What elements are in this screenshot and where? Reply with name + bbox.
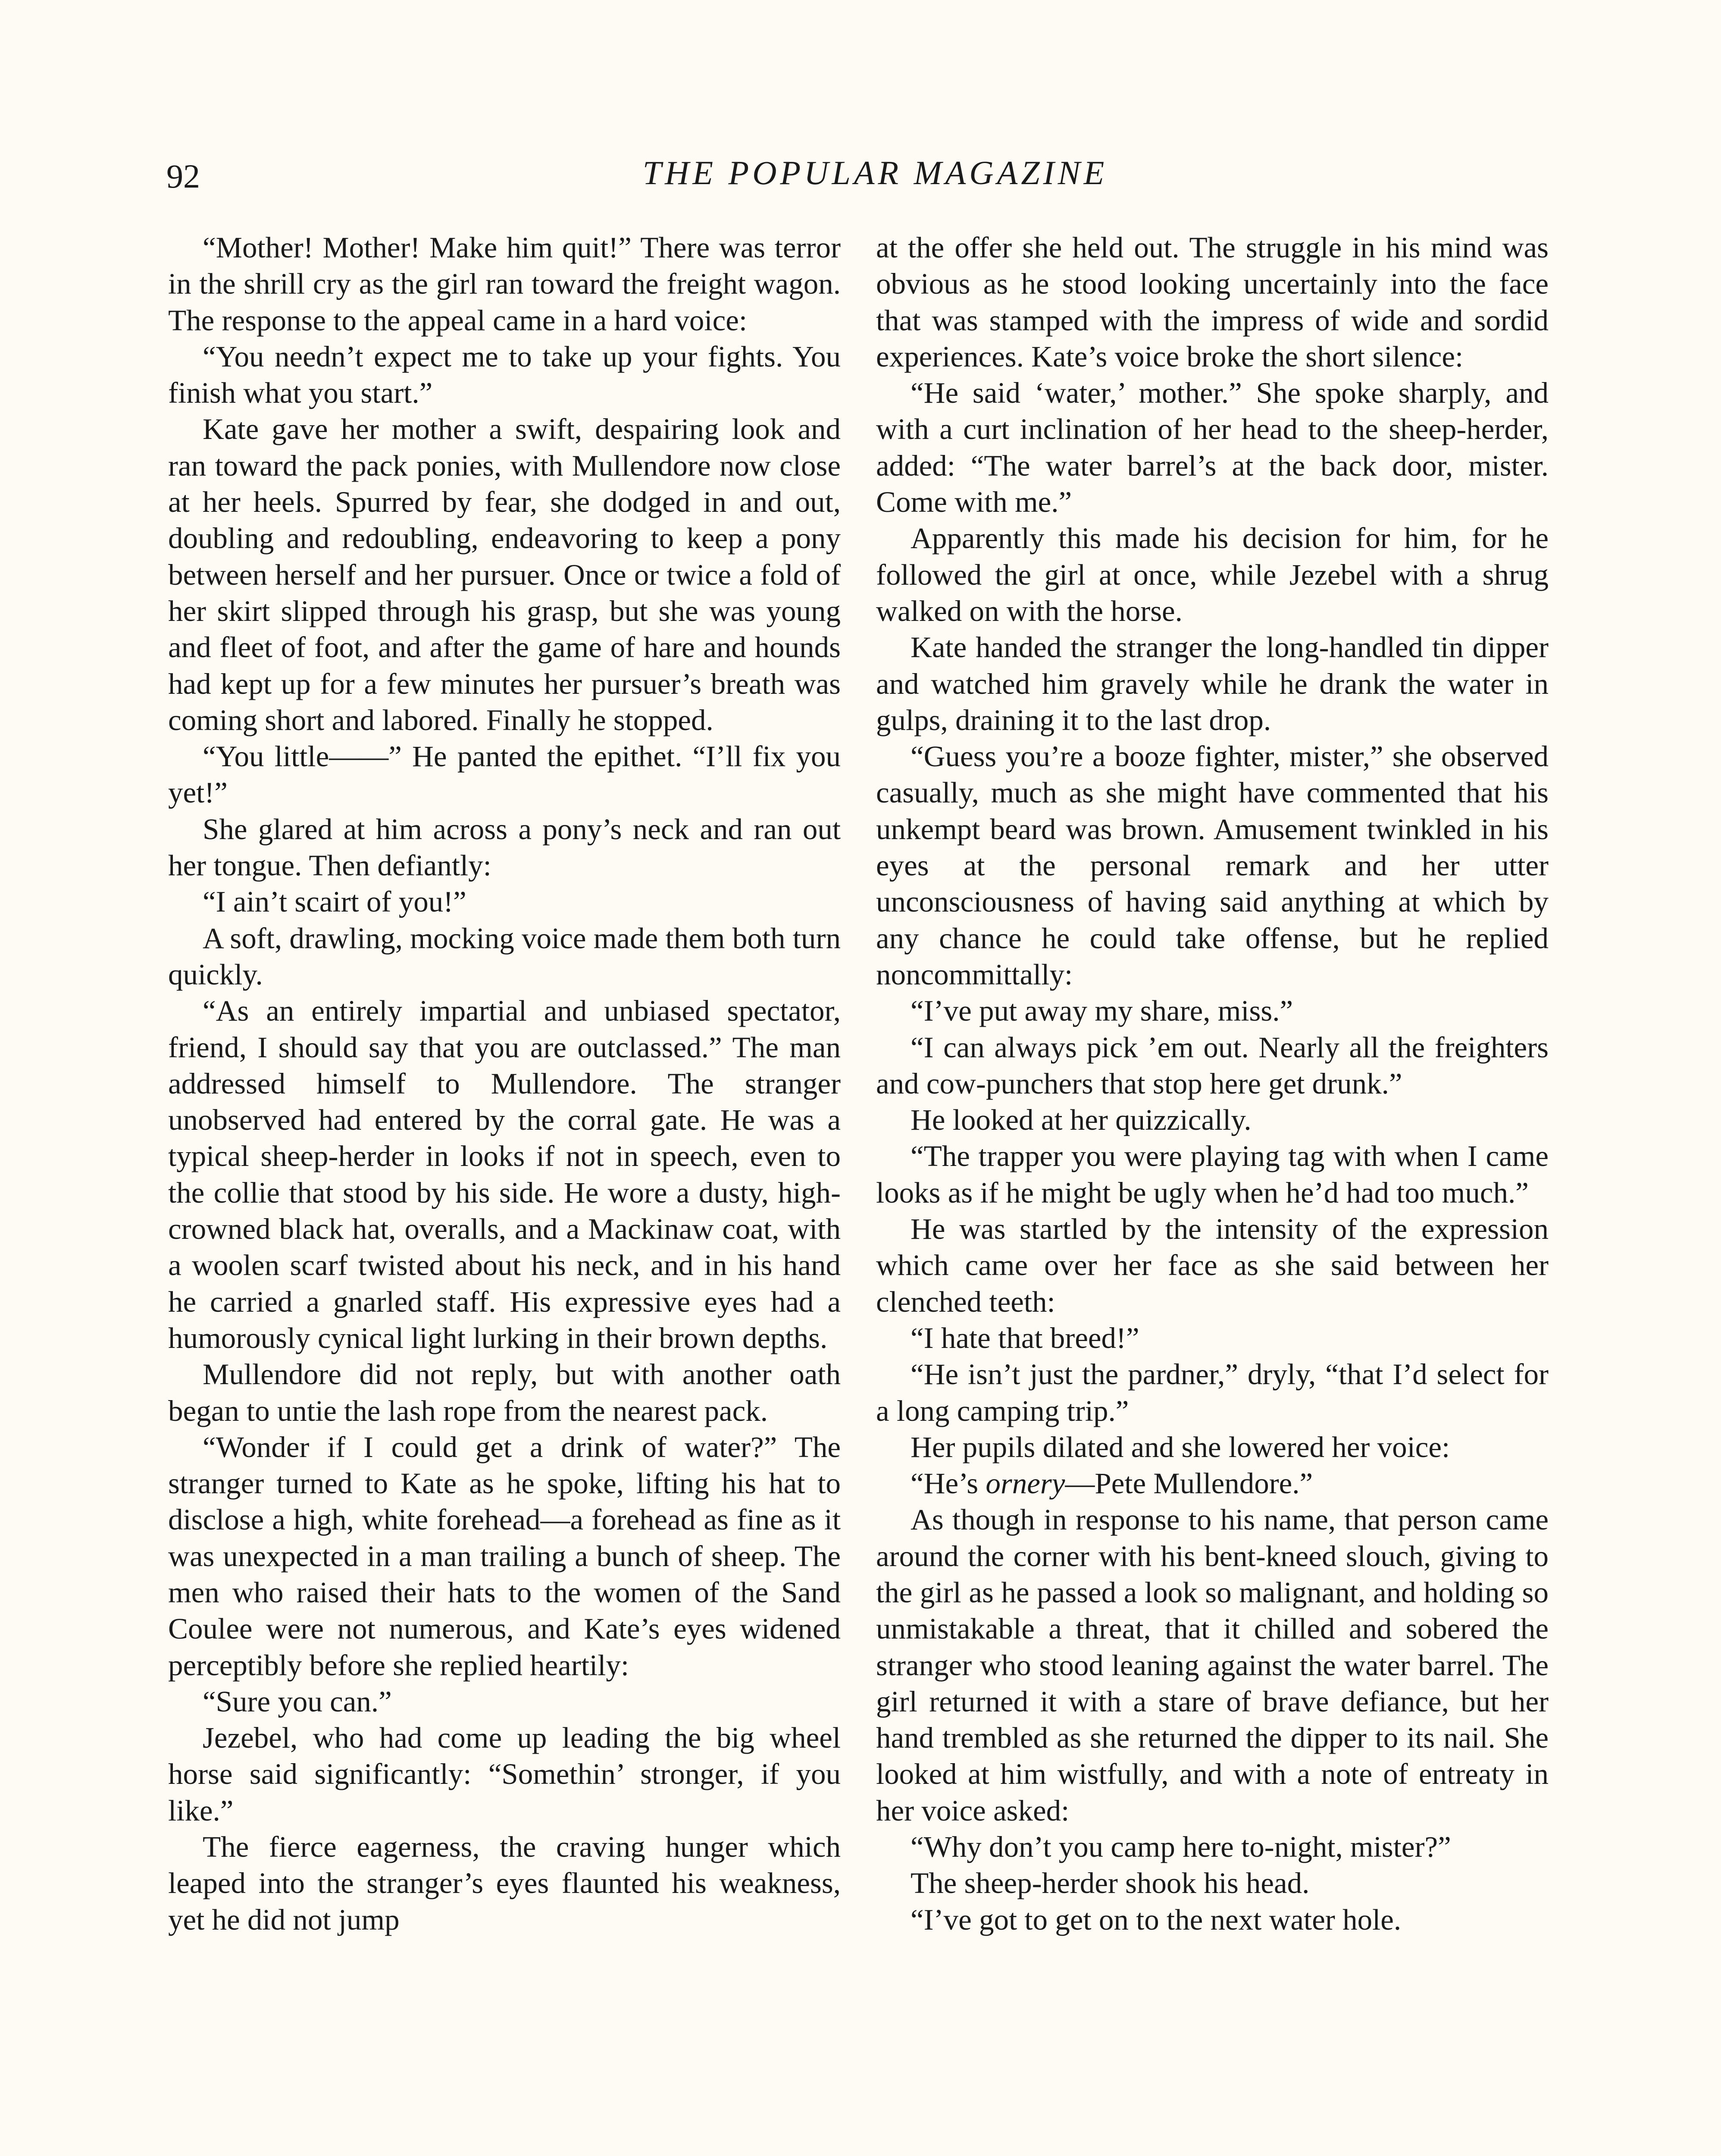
paragraph: The fierce eagerness, the craving hunger which leaped into the stranger’s eyes flaunted his weakness, yet he did not jump (168, 1830, 841, 1936)
paragraph: “Sure you can.” (203, 1685, 392, 1718)
paragraph: Jezebel, who had come up leading the big wheel horse said significantly: “Somethin’ stronger, if you like.” (168, 1721, 841, 1827)
paragraph-continuation: at the offer she held out. The struggle in his mind was obvious as he stood looking uncertainly into the face that was stamped with the impress of wide and sordid experiences. Kate’s voice broke the short silence: (876, 231, 1549, 373)
paragraph: Kate gave her mother a swift, despairing look and ran toward the pack ponies, with Mullendore now close at her heels. Spurred by fear, she dodged in and out, doubling and redoubling, endeavoring to keep a pony between herself and her pursuer. Once or twice a fold of her skirt slipped through his grasp, but she was young and fleet of foot, and after the game of hare and hounds had kept up for a few minutes her pursuer’s breath was coming short and labored. Finally he stopped. (168, 413, 841, 736)
paragraph: “You little——” He panted the epithet. “I’ll fix you yet!” (168, 740, 841, 809)
paragraph: “As an entirely impartial and unbiased spectator, friend, I should say that you are outclassed.” The man addressed himself to Mullendore. The stranger unobserved had entered by the corral gate. He was a typical sheep-herder in looks if not in speech, even to the collie that stood by his side. He wore a dusty, high-crowned black hat, overalls, and a Mackinaw coat, with a woolen scarf twisted about his neck, and in his hand he carried a gnarled staff. His expressive eyes had a humorously cynical light lurking in their brown depths. (168, 994, 841, 1354)
paragraph: She glared at him across a pony’s neck and ran out her tongue. Then defiantly: (168, 812, 841, 882)
right-column (876, 229, 1549, 1938)
paragraph: Her pupils dilated and she lowered her voice: (911, 1430, 1450, 1463)
paragraph: “The trapper you were playing tag with when I came looks as if he might be ugly when he’d had too much.” (876, 1140, 1549, 1209)
paragraph: “Guess you’re a booze fighter, mister,” she observed casually, much as she might have commented that his unkempt beard was brown. Amusement twinkled in his eyes at the personal remark and her utter unconsciousness of having said anything at which by any chance he could take offense, but he replied noncommittally: (876, 740, 1549, 991)
paragraph: “I can always pick ’em out. Nearly all the freighters and cow-punchers that stop here get drunk.” (876, 1031, 1549, 1100)
paragraph: He was startled by the intensity of the expression which came over her face as she said between her clenched teeth: (876, 1213, 1549, 1318)
paragraph: “He said ‘water,’ mother.” She spoke sharply, and with a curt inclination of her head to the sheep-herder, added: “The water barrel’s at the back door, mister. Come with me.” (876, 376, 1549, 519)
emphasis-word: ornery (986, 1467, 1065, 1500)
paragraph: “Mother! Mother! Make him quit!” There was terror in the shrill cry as the girl ran toward the freight wagon. The response to the appeal came in a hard voice: (168, 231, 841, 337)
paragraph: “I ain’t scairt of you!” (203, 885, 466, 918)
paragraph: “You needn’t expect me to take up your fights. You finish what you start.” (168, 340, 841, 410)
paragraph: “He isn’t just the pardner,” dryly, “that I’d select for a long camping trip.” (876, 1358, 1549, 1427)
paragraph: “Wonder if I could get a drink of water?” The stranger turned to Kate as he spoke, lifting his hat to disclose a high, white forehead—a forehead as fine as it was unexpected in a man trailing a bunch of sheep. The men who raised their hats to the women of the Sand Coulee were not numerous, and Kate’s eyes widened perceptibly before she replied heartily: (168, 1430, 841, 1682)
running-head: THE POPULAR MAGAZINE (642, 154, 1108, 191)
quote-rest: —Pete Mullendore.” (1065, 1467, 1313, 1500)
paragraph: “I’ve put away my share, miss.” (911, 994, 1293, 1028)
paragraph: A soft, drawling, mocking voice made them both turn quickly. (168, 921, 841, 991)
left-column (168, 229, 841, 1938)
paragraph: He looked at her quizzically. (911, 1103, 1252, 1137)
paragraph: “Why don’t you camp here to-night, mister?” (911, 1830, 1451, 1864)
paragraph: “I hate that breed!” (911, 1321, 1139, 1354)
paragraph-ornery (876, 1465, 1549, 1501)
paragraph: Kate handed the stranger the long-handled tin dipper and watched him gravely while he drank the water in gulps, draining it to the last drop. (876, 631, 1549, 736)
paragraph: Mullendore did not reply, but with another oath began to untie the lash rope from the nearest pack. (168, 1358, 841, 1427)
quote-open: “He’s (911, 1467, 986, 1500)
paragraph: “I’ve got to get on to the next water hole. (911, 1903, 1402, 1936)
paragraph: The sheep-herder shook his head. (911, 1867, 1310, 1900)
page-number: 92 (166, 157, 200, 195)
paragraph: As though in response to his name, that person came around the corner with his bent-kneed slouch, giving to the girl as he passed a look so malignant, and holding so unmistakable a threat, that it chilled and sobered the stranger who stood leaning against the water barrel. The girl returned it with a stare of brave defiance, but her hand trembled as she returned the dipper to its nail. She looked at him wistfully, and with a note of entreaty in her voice asked: (876, 1503, 1549, 1827)
paragraph: Apparently this made his decision for him, for he followed the girl at once, while Jezebel with a shrug walked on with the horse. (876, 522, 1549, 627)
